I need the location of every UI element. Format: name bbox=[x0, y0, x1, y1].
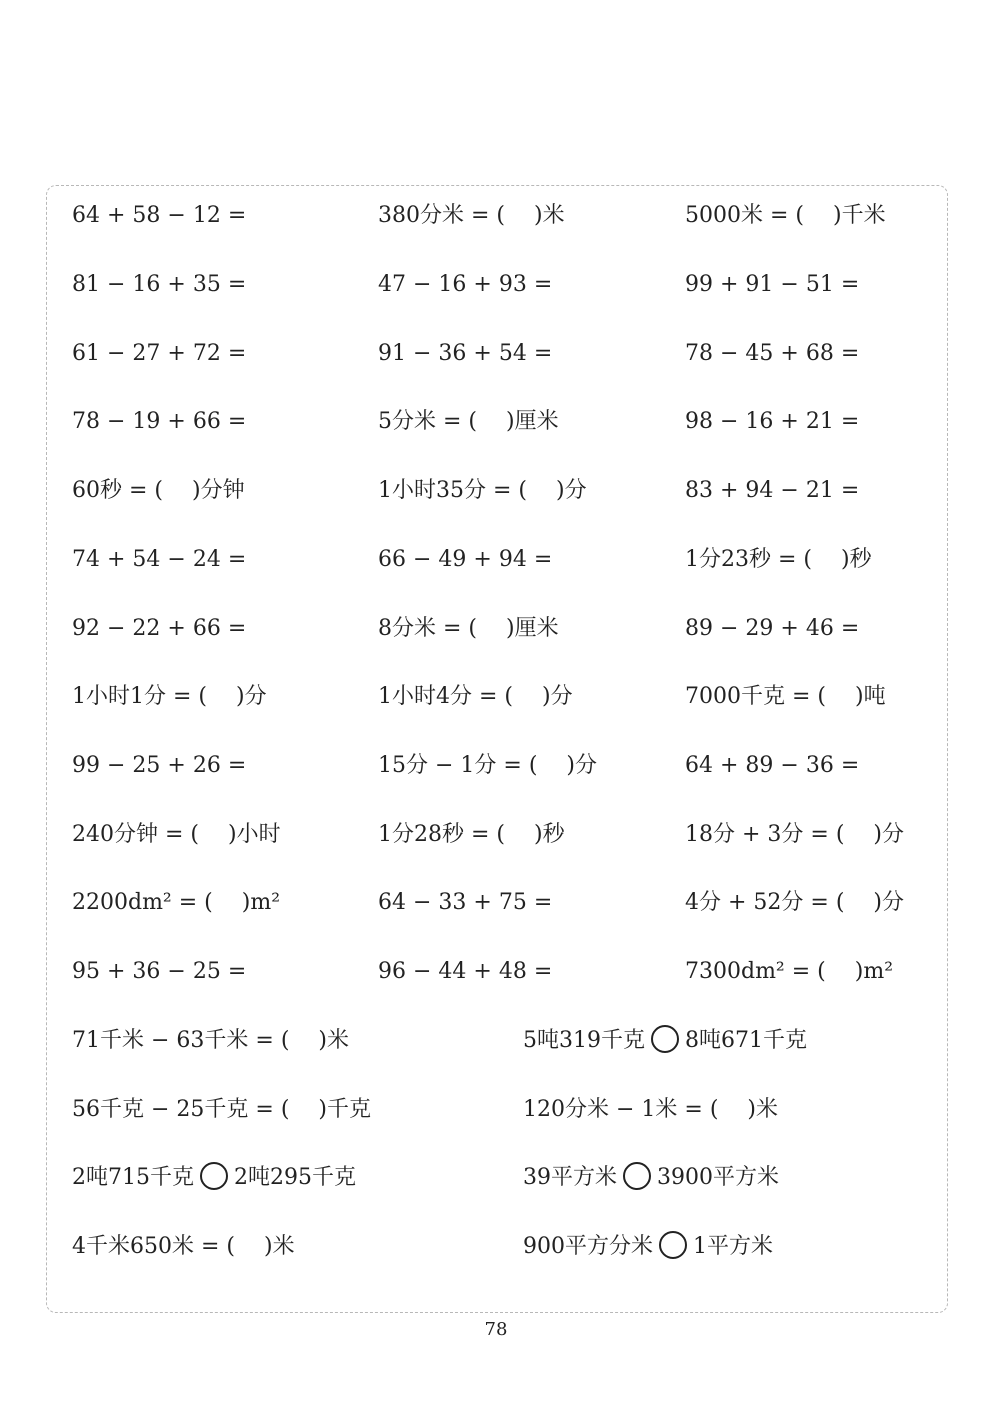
problem-row bbox=[0, 677, 992, 717]
problem: 1小时35分 = ( )分 bbox=[378, 478, 587, 503]
problem-row bbox=[0, 815, 992, 855]
problem-row bbox=[0, 1090, 992, 1130]
problem: 2200dm² = ( )m² bbox=[72, 890, 281, 915]
compare-circle[interactable] bbox=[659, 1231, 687, 1259]
compare-right: 1平方米 bbox=[693, 1234, 773, 1259]
compare-circle[interactable] bbox=[651, 1025, 679, 1053]
problem-row bbox=[0, 196, 992, 236]
page-number: 78 bbox=[484, 1319, 508, 1340]
problem: 8分米 = ( )厘米 bbox=[378, 616, 559, 641]
problem: 71千米 − 63千米 = ( )米 bbox=[72, 1028, 349, 1053]
problem: 99 − 25 + 26 = bbox=[72, 753, 247, 778]
problem: 1分28秒 = ( )秒 bbox=[378, 822, 565, 847]
problem: 89 − 29 + 46 = bbox=[685, 616, 860, 641]
compare-right: 2吨295千克 bbox=[234, 1165, 356, 1190]
problem: 56千克 − 25千克 = ( )千克 bbox=[72, 1097, 371, 1122]
problem: 74 + 54 − 24 = bbox=[72, 547, 247, 572]
problem: 78 − 45 + 68 = bbox=[685, 341, 860, 366]
problem: 47 − 16 + 93 = bbox=[378, 272, 553, 297]
problem: 99 + 91 − 51 = bbox=[685, 272, 860, 297]
problem-row bbox=[0, 402, 992, 442]
compare-right: 3900平方米 bbox=[657, 1165, 779, 1190]
problem: 1分23秒 = ( )秒 bbox=[685, 547, 872, 572]
problem: 96 − 44 + 48 = bbox=[378, 959, 553, 984]
problem: 1小时1分 = ( )分 bbox=[72, 684, 267, 709]
problem-row bbox=[0, 540, 992, 580]
problem-row bbox=[0, 1021, 992, 1061]
problem: 4分 + 52分 = ( )分 bbox=[685, 890, 904, 915]
problem-row bbox=[0, 471, 992, 511]
problem: 5分米 = ( )厘米 bbox=[378, 409, 559, 434]
problem: 92 − 22 + 66 = bbox=[72, 616, 247, 641]
problem: 83 + 94 − 21 = bbox=[685, 478, 860, 503]
problem-row bbox=[0, 1227, 992, 1267]
problem: 91 − 36 + 54 = bbox=[378, 341, 553, 366]
problem: 64 − 33 + 75 = bbox=[378, 890, 553, 915]
problem: 60秒 = ( )分钟 bbox=[72, 478, 245, 503]
problem-row bbox=[0, 883, 992, 923]
problem-row bbox=[0, 746, 992, 786]
compare-left: 2吨715千克 bbox=[72, 1165, 194, 1190]
compare-circle[interactable] bbox=[623, 1162, 651, 1190]
compare-circle[interactable] bbox=[200, 1162, 228, 1190]
problem: 98 − 16 + 21 = bbox=[685, 409, 860, 434]
compare-left: 39平方米 bbox=[523, 1165, 617, 1190]
compare-problem bbox=[72, 1158, 356, 1198]
problem-row bbox=[0, 609, 992, 649]
problem: 95 + 36 − 25 = bbox=[72, 959, 247, 984]
compare-problem bbox=[523, 1227, 773, 1267]
problem: 18分 + 3分 = ( )分 bbox=[685, 822, 904, 847]
problem: 380分米 = ( )米 bbox=[378, 203, 565, 228]
problem-row bbox=[0, 265, 992, 305]
problem: 78 − 19 + 66 = bbox=[72, 409, 247, 434]
problem: 64 + 58 − 12 = bbox=[72, 203, 247, 228]
problem: 1小时4分 = ( )分 bbox=[378, 684, 573, 709]
problem: 66 − 49 + 94 = bbox=[378, 547, 553, 572]
problem: 4千米650米 = ( )米 bbox=[72, 1234, 295, 1259]
problem: 120分米 − 1米 = ( )米 bbox=[523, 1097, 778, 1122]
problem: 7000千克 = ( )吨 bbox=[685, 684, 886, 709]
compare-left: 5吨319千克 bbox=[523, 1028, 645, 1053]
problem-row bbox=[0, 952, 992, 992]
compare-problem bbox=[523, 1021, 807, 1061]
problem-row bbox=[0, 1158, 992, 1198]
problem: 7300dm² = ( )m² bbox=[685, 959, 894, 984]
compare-problem bbox=[523, 1158, 779, 1198]
problem: 61 − 27 + 72 = bbox=[72, 341, 247, 366]
problem: 5000米 = ( )千米 bbox=[685, 203, 886, 228]
compare-right: 8吨671千克 bbox=[685, 1028, 807, 1053]
problem: 64 + 89 − 36 = bbox=[685, 753, 860, 778]
problem: 81 − 16 + 35 = bbox=[72, 272, 247, 297]
problem: 240分钟 = ( )小时 bbox=[72, 822, 281, 847]
compare-left: 900平方分米 bbox=[523, 1234, 653, 1259]
problem-row bbox=[0, 334, 992, 374]
problem: 15分 − 1分 = ( )分 bbox=[378, 753, 597, 778]
